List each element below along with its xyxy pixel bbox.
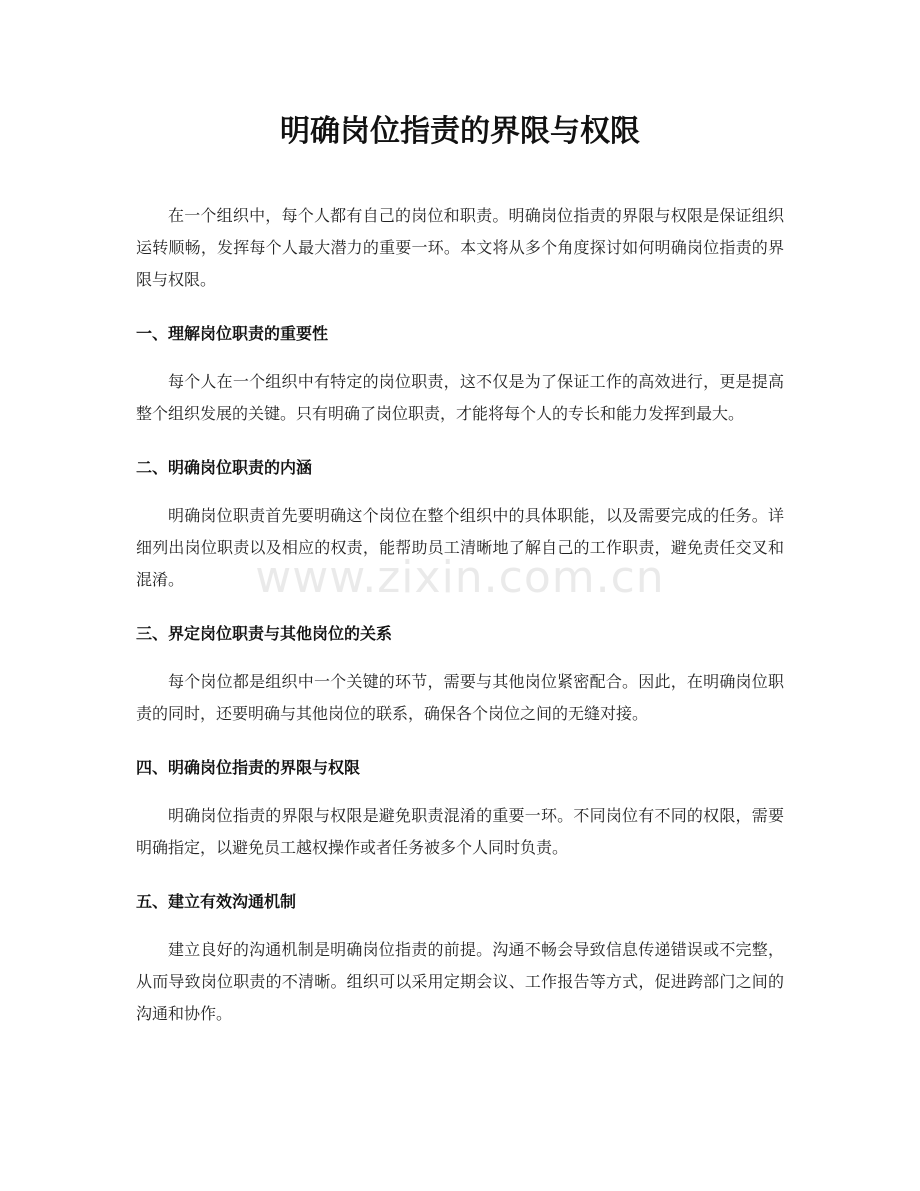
section-3-heading: 三、界定岗位职责与其他岗位的关系 [136,624,393,643]
section-3-body: 每个岗位都是组织中一个关键的环节，需要与其他岗位紧密配合。因此，在明确岗位职责的同时，还要明确与其他岗位的联系，确保各个岗位之间的无缝对接。 [136,672,784,723]
document-title: 明确岗位指责的界限与权限 [280,114,640,149]
intro-paragraph: 在一个组织中，每个人都有自己的岗位和职责。明确岗位指责的界限与权限是保证组织运转顺畅，发挥每个人最大潜力的重要一环。本文将从多个角度探讨如何明确岗位指责的界限与权限。 [136,206,784,289]
section-1-heading: 一、理解岗位职责的重要性 [136,324,329,343]
section-1-body: 每个人在一个组织中有特定的岗位职责，这不仅是为了保证工作的高效进行，更是提高整个组织发展的关键。只有明确了岗位职责，才能将每个人的专长和能力发挥到最大。 [136,372,784,423]
section-4-body: 明确岗位指责的界限与权限是避免职责混淆的重要一环。不同岗位有不同的权限，需要明确指定，以避免员工越权操作或者任务被多个人同时负责。 [136,806,784,857]
section-4-heading: 四、明确岗位指责的界限与权限 [136,758,361,777]
section-5-heading: 五、建立有效沟通机制 [136,892,297,911]
section-2-heading: 二、明确岗位职责的内涵 [136,458,313,477]
section-5-body: 建立良好的沟通机制是明确岗位指责的前提。沟通不畅会导致信息传递错误或不完整，从而导致岗位职责的不清晰。组织可以采用定期会议、工作报告等方式，促进跨部门之间的沟通和协作。 [136,940,784,1023]
watermark: www.zixin.com.cn [255,552,665,603]
section-2-body: 明确岗位职责首先要明确这个岗位在整个组织中的具体职能，以及需要完成的任务。详细列出岗位职责以及相应的权责，能帮助员工清晰地了解自己的工作职责，避免责任交叉和混淆。 [136,506,784,589]
